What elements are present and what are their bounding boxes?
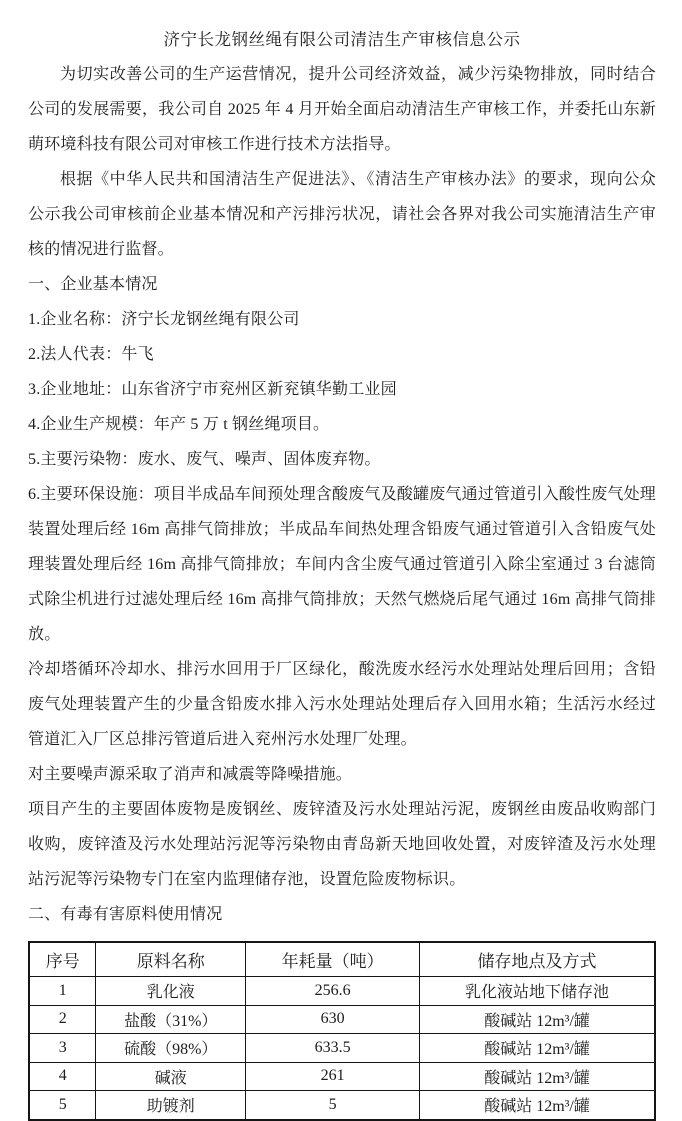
table-row: [29, 977, 655, 1006]
table-column-header: 原料名称: [96, 942, 246, 977]
table-row: [29, 1005, 655, 1034]
paragraph: 项目产生的主要固体废物是废钢丝、废锌渣及污水处理站污泥，废钢丝由废品收购部门收购，废锌渣及污水处理站污泥等污染物由青岛新天地回收处置，对废锌渣及污水处理站污泥等污染物专门在室内监理储存池，设置危险废物标识。: [28, 801, 656, 888]
table-cell: 乳化液站地下储存池: [420, 977, 655, 1006]
table-cell: 256.6: [246, 977, 420, 1006]
table-column-header: 储存地点及方式: [420, 942, 655, 977]
paragraph: 3.企业地址：山东省济宁市兖州区新兖镇华勤工业园: [28, 381, 397, 398]
table-cell: 酸碱站 12m³/罐: [420, 1062, 655, 1091]
paragraph: 4.企业生产规模：年产 5 万 t 钢丝绳项目。: [28, 416, 330, 433]
table-cell: 2: [29, 1005, 96, 1034]
document-title: 济宁长龙钢丝绳有限公司清洁生产审核信息公示: [163, 30, 521, 49]
table-column-header: 序号: [29, 942, 96, 977]
table-cell: 酸碱站 12m³/罐: [420, 1091, 655, 1120]
document-body: [28, 57, 656, 932]
table-row: [29, 1034, 655, 1063]
table-column-header: 年耗量（吨）: [246, 942, 420, 977]
table-cell: 碱液: [96, 1062, 246, 1091]
paragraph: 2.法人代表：牛飞: [28, 346, 154, 363]
paragraph: 为切实改善公司的生产运营情况，提升公司经济效益，减少污染物排放，同时结合公司的发展需要，我公司自 2025 年 4 月开始全面启动清洁生产审核工作，并委托山东新萌环境科技有限公司对审核工作进行技术方法指导。: [28, 66, 656, 153]
paragraph: 对主要噪声源采取了消声和减震等降噪措施。: [28, 766, 353, 783]
section-heading: 二、有毒有害原料使用情况: [28, 906, 223, 923]
paragraph: 冷却塔循环冷却水、排污水回用于厂区绿化，酸洗废水经污水处理站处理后回用；含铅废气处理装置产生的少量含铅废水排入污水处理站处理后存入回用水箱；生活污水经过管道汇入厂区总排污管道后进入兖州污水处理厂处理。: [28, 661, 656, 748]
table-cell: 盐酸（31%）: [96, 1005, 246, 1034]
table-cell: 5: [29, 1091, 96, 1120]
table-row: [29, 1091, 655, 1120]
paragraph: 1.企业名称：济宁长龙钢丝绳有限公司: [28, 311, 300, 328]
table-body: [29, 977, 655, 1120]
table-head: [29, 942, 655, 977]
table-cell: 乳化液: [96, 977, 246, 1006]
table-header-row: [29, 942, 655, 977]
paragraph: 根据《中华人民共和国清洁生产促进法》、《清洁生产审核办法》的要求，现向公众公示我公司审核前企业基本情况和产污排污状况，请社会各界对我公司实施清洁生产审核的情况进行监督。: [28, 171, 656, 258]
table-cell: 助镀剂: [96, 1091, 246, 1120]
table-cell: 5: [246, 1091, 420, 1120]
paragraph: 5.主要污染物：废水、废气、噪声、固体废弃物。: [28, 451, 381, 468]
table-cell: 633.5: [246, 1034, 420, 1063]
table-cell: 1: [29, 977, 96, 1006]
table-cell: 261: [246, 1062, 420, 1091]
hazardous-materials-table: [28, 941, 656, 1121]
table-cell: 硫酸（98%）: [96, 1034, 246, 1063]
table-cell: 酸碱站 12m³/罐: [420, 1034, 655, 1063]
table-cell: 630: [246, 1005, 420, 1034]
section-heading: 一、企业基本情况: [28, 276, 158, 293]
table-cell: 3: [29, 1034, 96, 1063]
table-cell: 4: [29, 1062, 96, 1091]
table-row: [29, 1062, 655, 1091]
table-cell: 酸碱站 12m³/罐: [420, 1005, 655, 1034]
paragraph: 6.主要环保设施：项目半成品车间预处理含酸废气及酸罐废气通过管道引入酸性废气处理装置处理后经 16m 高排气筒排放；半成品车间热处理含铅废气通过管道引入含铅废气处理装置处理后经 16m 高排气筒排放；车间内含尘废气通过管道引入除尘室通过 3 台滤筒式除尘机进行过滤处理后经 16m 高排气筒排放；天然气燃烧后尾气通过 16m 高排气筒排放。: [28, 486, 657, 643]
